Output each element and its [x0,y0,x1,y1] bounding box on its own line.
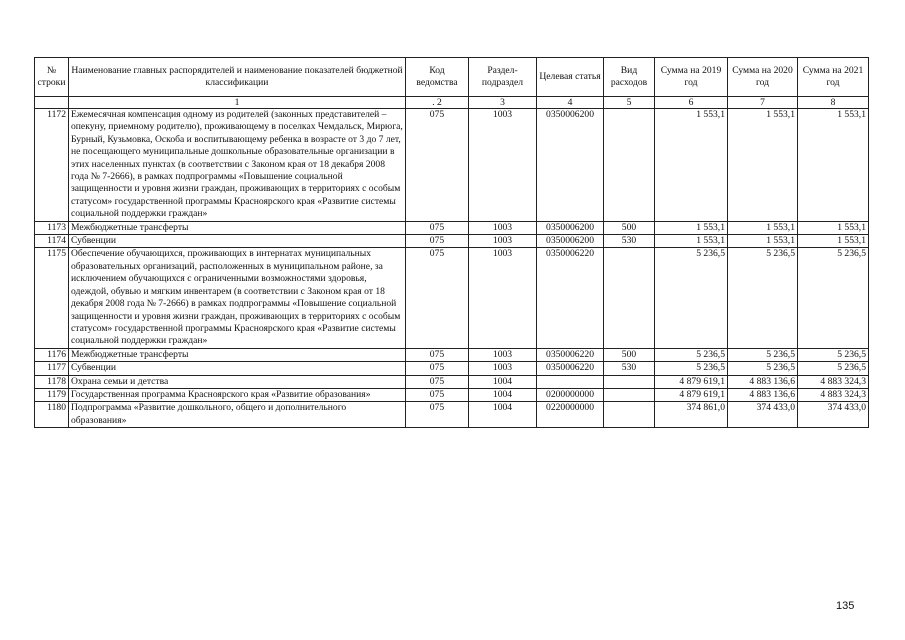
colnum: 7 [728,97,798,109]
colnum: 3 [469,97,537,109]
header-target: Целевая статья [537,58,604,97]
row-dept-code: 075 [406,221,469,234]
page-number: 135 [836,600,855,612]
table-row [35,109,869,222]
row-expense-type: 530 [604,235,655,248]
colnum: 4 [537,97,604,109]
row-sum-2021: 4 883 324,3 [798,388,869,401]
row-expense-type [604,375,655,388]
row-expense-type: 500 [604,221,655,234]
row-sum-2019: 4 879 619,1 [655,375,728,388]
colnum: 8 [798,97,869,109]
row-dept-code: 075 [406,348,469,361]
table-row [35,362,869,375]
row-section: 1003 [469,348,537,361]
colnum: . 2 [406,97,469,109]
row-sum-2021: 1 553,1 [798,235,869,248]
header-section: Раздел-подраздел [469,58,537,97]
row-number: 1178 [35,375,69,388]
row-name: Ежемесячная компенсация одному из родителей (законных представителей – опекуну, приемному родителю), проживающему в поселках Чемдальск, Мирюга, Бурный, Кузьмовка, Оскоба и воспитывающему ребенка в возрасте от 3 до 7 лет, не посещающего муниципальные дошкольные образовательные организации в этих населенных пунктах (в соответствии с Законом края от 18 декабря 2008 года № 7-2666), в рамках подпрограммы «Повышение социальной защищенности и уровня жизни граждан, проживающих в территориях с особым статусом» государственной программы Красноярского края «Развитие системы социальной поддержки граждан» [69,109,406,222]
row-expense-type [604,248,655,348]
row-dept-code: 075 [406,362,469,375]
colnum: 5 [604,97,655,109]
table-row [35,248,869,348]
row-sum-2019: 1 553,1 [655,235,728,248]
row-name: Субвенции [69,362,406,375]
row-section: 1003 [469,362,537,375]
header-expense-type: Вид расходов [604,58,655,97]
row-number: 1176 [35,348,69,361]
table-row [35,221,869,234]
header-row-no: № строки [35,58,69,97]
row-number: 1174 [35,235,69,248]
colnum: 6 [655,97,728,109]
row-sum-2020: 1 553,1 [728,221,798,234]
row-number: 1179 [35,388,69,401]
row-sum-2019: 4 879 619,1 [655,388,728,401]
header-name: Наименование главных распорядителей и наименование показателей бюджетной классификации [69,58,406,97]
row-sum-2021: 1 553,1 [798,221,869,234]
row-sum-2020: 4 883 136,6 [728,375,798,388]
column-numbers-row [35,97,869,109]
row-dept-code: 075 [406,109,469,222]
row-number: 1175 [35,248,69,348]
row-target [537,375,604,388]
row-expense-type: 530 [604,362,655,375]
table-row [35,235,869,248]
row-name: Охрана семьи и детства [69,375,406,388]
row-target: 0350006200 [537,235,604,248]
row-expense-type [604,388,655,401]
row-name: Обеспечение обучающихся, проживающих в интернатах муниципальных образовательных организаций, расположенных в муниципальном районе, за исключением обучающихся с ограниченными возможностями здоровья, одеждой, обувью и мягким инвентарем (в соответствии с Законом края от 18 декабря 2008 года № 7-2666) в рамках подпрограммы «Повышение социальной защищенности и уровня жизни граждан, проживающих в территориях с особым статусом» государственной программы Красноярского края «Развитие системы социальной поддержки граждан» [69,248,406,348]
row-name: Межбюджетные трансферты [69,221,406,234]
row-sum-2019: 1 553,1 [655,221,728,234]
row-sum-2020: 5 236,5 [728,362,798,375]
row-section: 1003 [469,221,537,234]
row-name: Государственная программа Красноярского края «Развитие образования» [69,388,406,401]
row-section: 1004 [469,388,537,401]
row-target: 0220000000 [537,402,604,428]
row-section: 1004 [469,402,537,428]
header-sum-2019: Сумма на 2019 год [655,58,728,97]
row-dept-code: 075 [406,375,469,388]
row-expense-type: 500 [604,348,655,361]
row-name: Субвенции [69,235,406,248]
colnum: 1 [69,97,406,109]
table-row [35,402,869,428]
header-sum-2020: Сумма на 2020 год [728,58,798,97]
row-number: 1180 [35,402,69,428]
row-expense-type [604,402,655,428]
row-sum-2021: 5 236,5 [798,248,869,348]
row-section: 1003 [469,235,537,248]
row-sum-2019: 5 236,5 [655,248,728,348]
row-sum-2020: 1 553,1 [728,109,798,222]
row-sum-2021: 5 236,5 [798,348,869,361]
row-dept-code: 075 [406,235,469,248]
row-section: 1003 [469,248,537,348]
row-sum-2020: 4 883 136,6 [728,388,798,401]
row-sum-2019: 5 236,5 [655,362,728,375]
row-sum-2019: 374 861,0 [655,402,728,428]
row-sum-2020: 5 236,5 [728,248,798,348]
header-row [35,58,869,97]
row-name: Подпрограмма «Развитие дошкольного, общего и дополнительного образования» [69,402,406,428]
header-sum-2021: Сумма на 2021 год [798,58,869,97]
row-dept-code: 075 [406,402,469,428]
header-dept-code: Код ведомства [406,58,469,97]
table-row [35,348,869,361]
row-number: 1173 [35,221,69,234]
row-section: 1003 [469,109,537,222]
row-target: 0350006220 [537,348,604,361]
row-sum-2021: 4 883 324,3 [798,375,869,388]
budget-table [34,57,869,428]
table-row [35,388,869,401]
row-name: Межбюджетные трансферты [69,348,406,361]
row-target: 0350006220 [537,362,604,375]
row-sum-2019: 1 553,1 [655,109,728,222]
row-target: 0350006220 [537,248,604,348]
row-sum-2021: 374 433,0 [798,402,869,428]
row-sum-2020: 1 553,1 [728,235,798,248]
row-sum-2021: 1 553,1 [798,109,869,222]
row-number: 1177 [35,362,69,375]
row-target: 0350006200 [537,221,604,234]
row-sum-2020: 374 433,0 [728,402,798,428]
row-sum-2021: 5 236,5 [798,362,869,375]
row-sum-2020: 5 236,5 [728,348,798,361]
row-number: 1172 [35,109,69,222]
colnum [35,97,69,109]
row-dept-code: 075 [406,248,469,348]
row-dept-code: 075 [406,388,469,401]
table-row [35,375,869,388]
row-target: 0350006200 [537,109,604,222]
row-sum-2019: 5 236,5 [655,348,728,361]
row-target: 0200000000 [537,388,604,401]
row-expense-type [604,109,655,222]
row-section: 1004 [469,375,537,388]
